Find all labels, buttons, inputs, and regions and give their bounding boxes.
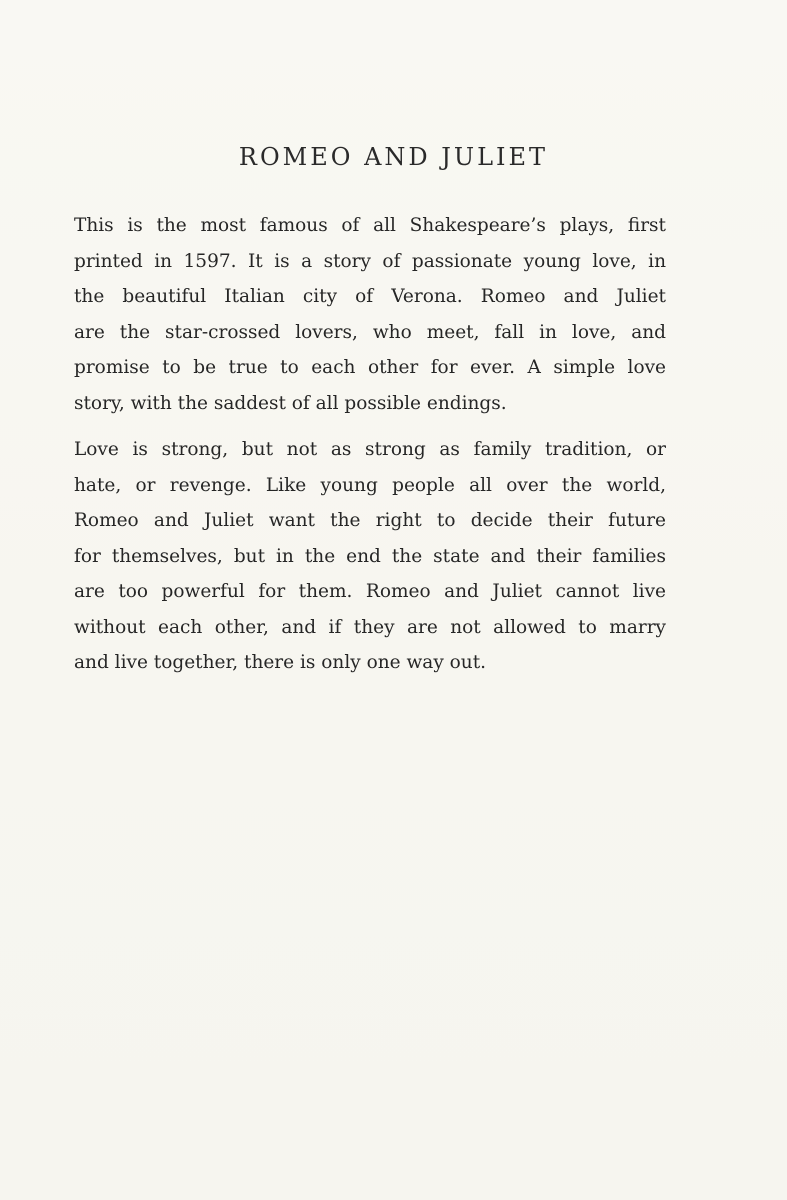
text-line: without each other, and if they are not allowed to marry (74, 616, 666, 638)
text-line: promise to be true to each other for ever. A simple love (74, 357, 666, 378)
text-line: Love is strong, but not as strong as family tradition, or (74, 439, 666, 460)
body-text (74, 208, 666, 692)
text-line: are the star-crossed lovers, who meet, fall in love, and (74, 321, 666, 343)
text-line: and live together, there is only one way out. (74, 652, 487, 673)
text-line: printed in 1597. It is a story of passionate young love, in (74, 250, 666, 272)
text-line: This is the most famous of all Shakespeare’s plays, first (74, 215, 666, 236)
text-line: story, with the saddest of all possible endings. (74, 392, 507, 414)
text-line: hate, or revenge. Like young people all over the world, (74, 474, 666, 496)
page-title: ROMEO AND JULIET (238, 143, 549, 171)
paragraph-2 (74, 432, 666, 681)
text-line: are too powerful for them. Romeo and Juliet cannot live (74, 581, 666, 602)
text-line: the beautiful Italian city of Verona. Romeo and Juliet (74, 286, 666, 307)
paragraph-1 (74, 208, 666, 421)
text-line: Romeo and Juliet want the right to decide their future (74, 510, 666, 531)
text-line: for themselves, but in the end the state and their families (74, 545, 666, 567)
